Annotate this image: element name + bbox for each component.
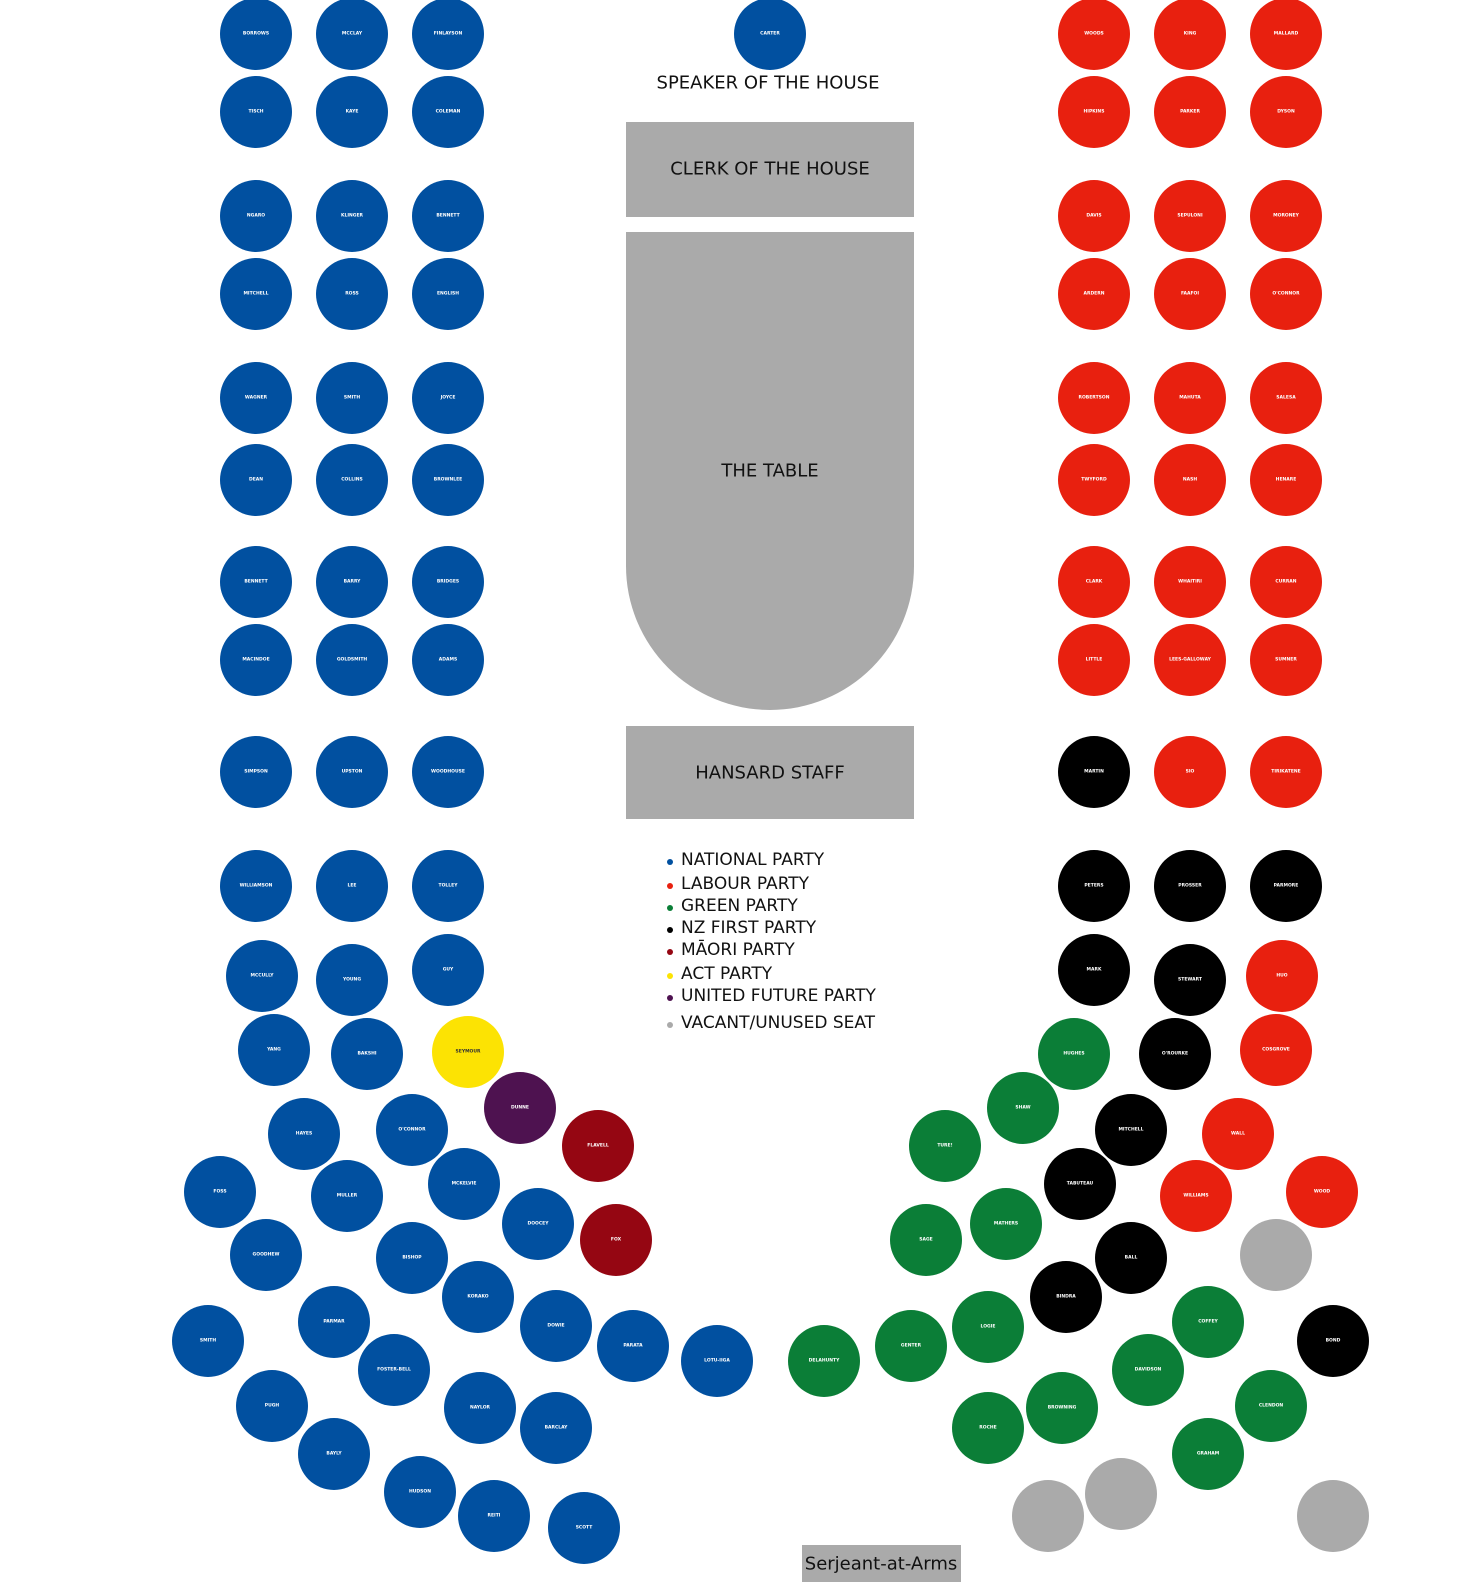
speaker-label: SPEAKER OF THE HOUSE <box>656 72 880 94</box>
seat-member-name: LITTLE <box>1085 657 1103 663</box>
seat-member-name: MARTIN <box>1084 769 1104 775</box>
seat-member-name: WOODHOUSE <box>431 769 465 775</box>
seat-member-name: WOOD <box>1313 1189 1331 1195</box>
seat-member-name: DAVIDSON <box>1134 1367 1162 1373</box>
seat-green <box>1026 1372 1098 1444</box>
seat-member-name: MCCULLY <box>250 973 274 979</box>
seat-green <box>1172 1418 1244 1490</box>
seat-national <box>331 1018 403 1090</box>
seat-national <box>428 1148 500 1220</box>
seat-member-name: HIPKINS <box>1083 109 1105 115</box>
seat-member-name: GUY <box>442 967 454 973</box>
seat-member-name: PARMORE <box>1273 883 1299 889</box>
seat-national <box>220 0 292 70</box>
seat-national <box>548 1492 620 1564</box>
seat-national <box>358 1334 430 1406</box>
party-legend <box>667 850 877 1033</box>
seat-member-name: BINDRA <box>1056 1294 1076 1300</box>
seat-member-name: CARTER <box>760 31 780 37</box>
seat-national <box>220 444 292 516</box>
seat-green <box>952 1392 1024 1464</box>
seat-member-name: ADAMS <box>438 657 458 663</box>
seat-national <box>316 258 388 330</box>
seat-member-name: PUGH <box>264 1403 280 1409</box>
seat-nzfirst <box>1058 850 1130 922</box>
seat-green <box>909 1110 981 1182</box>
speaker-area <box>657 73 880 94</box>
seat-member-name: MALLARD <box>1273 31 1299 37</box>
seat-member-name: FOSTER-BELL <box>377 1367 411 1373</box>
seat-labour <box>1058 624 1130 696</box>
seat-member-name: BROWNING <box>1047 1405 1077 1411</box>
seat-member-name: UPSTON <box>341 769 363 775</box>
seat-member-name: SIO <box>1185 769 1195 775</box>
seat-labour <box>1058 362 1130 434</box>
seat-member-name: MULLER <box>336 1193 358 1199</box>
seat-nzfirst <box>1058 934 1130 1006</box>
seat-member-name: DUNNE <box>511 1105 529 1111</box>
serjeant-label: Serjeant-at-Arms <box>804 1553 958 1575</box>
seat-vacant <box>1085 1458 1157 1530</box>
seat-national <box>502 1188 574 1260</box>
seat-member-name: O'ROURKE <box>1161 1051 1189 1057</box>
seat-member-name: SIMPSON <box>244 769 268 775</box>
seat-member-name: LOGIE <box>980 1324 996 1330</box>
seat-member-name: TWYFORD <box>1081 477 1107 483</box>
clerk-label: CLERK OF THE HOUSE <box>670 158 870 180</box>
seat-member-name: REITI <box>487 1513 501 1519</box>
seat-member-name: KORAKO <box>467 1294 489 1300</box>
seat-national <box>316 362 388 434</box>
seat-circle <box>1297 1480 1369 1552</box>
seat-member-name: GOLDSMITH <box>336 657 368 663</box>
seat-green <box>1235 1370 1307 1442</box>
legend-marker-nzfirst <box>667 927 673 933</box>
seat-circle <box>1085 1458 1157 1530</box>
seat-member-name: WHAITIRI <box>1178 579 1202 585</box>
seat-green <box>970 1188 1042 1260</box>
seat-nzfirst <box>1297 1305 1369 1377</box>
seat-member-name: NGARO <box>246 213 266 219</box>
seat-member-name: KAYE <box>345 109 359 115</box>
seat-member-name: SAGE <box>919 1237 933 1243</box>
seat-member-name: SCOTT <box>575 1525 593 1531</box>
seat-national <box>298 1418 370 1490</box>
seat-national <box>184 1156 256 1228</box>
seat-member-name: YOUNG <box>342 977 362 983</box>
seat-national <box>316 624 388 696</box>
seat-member-name: TIRIKATENE <box>1271 769 1301 775</box>
seat-member-name: MITCHELL <box>243 291 269 297</box>
seat-member-name: MAHUTA <box>1179 395 1201 401</box>
table-label: THE TABLE <box>721 460 819 482</box>
seat-national <box>220 362 292 434</box>
seat-green <box>1172 1286 1244 1358</box>
seat-nzfirst <box>1030 1261 1102 1333</box>
seat-member-name: KLINGER <box>340 213 364 219</box>
legend-marker-vacant <box>667 1022 673 1028</box>
seat-labour <box>1154 736 1226 808</box>
seat-member-name: HENARE <box>1275 477 1297 483</box>
seat-nzfirst <box>1250 850 1322 922</box>
seat-labour <box>1286 1156 1358 1228</box>
seat-member-name: TABUTEAU <box>1066 1181 1094 1187</box>
seat-member-name: ROCHE <box>979 1425 997 1431</box>
seat-member-name: PETERS <box>1084 883 1104 889</box>
seat-circle <box>1012 1480 1084 1552</box>
seat-member-name: FAAFOI <box>1180 291 1200 297</box>
seat-member-name: LEES-GALLOWAY <box>1169 657 1211 663</box>
seat-member-name: ROSS <box>345 291 359 297</box>
legend-marker-national <box>667 859 673 865</box>
seat-member-name: MARK <box>1086 967 1102 973</box>
seat-national <box>597 1310 669 1382</box>
seat-member-name: TOLLEY <box>438 883 458 889</box>
seat-nzfirst <box>1095 1222 1167 1294</box>
seat-national <box>316 850 388 922</box>
seat-green <box>875 1310 947 1382</box>
seat-member-name: MACINDOE <box>242 657 270 663</box>
seat-member-name: GOODHEW <box>252 1252 280 1258</box>
seat-member-name: TURE! <box>937 1143 953 1149</box>
seat-member-name: NAYLOR <box>469 1405 491 1411</box>
seat-member-name: TISCH <box>248 109 264 115</box>
seat-national <box>238 1014 310 1086</box>
seat-member-name: YANG <box>267 1047 281 1053</box>
seat-national <box>220 850 292 922</box>
seat-member-name: CLENDON <box>1258 1403 1284 1409</box>
seat-national <box>412 76 484 148</box>
legend-label-nzfirst: NZ FIRST PARTY <box>681 918 817 938</box>
seat-national <box>268 1098 340 1170</box>
seat-member-name: ENGLISH <box>436 291 460 297</box>
seat-national <box>376 1094 448 1166</box>
seat-national <box>220 624 292 696</box>
seat-member-name: O'CONNOR <box>1272 291 1300 297</box>
seat-national <box>220 736 292 808</box>
seat-national <box>412 934 484 1006</box>
seat-member-name: ROBERTSON <box>1078 395 1110 401</box>
seat-member-name: DOOCEY <box>527 1221 549 1227</box>
seat-member-name: ARDERN <box>1083 291 1105 297</box>
seat-member-name: CURRAN <box>1275 579 1297 585</box>
seat-green <box>890 1204 962 1276</box>
seat-member-name: COLEMAN <box>435 109 461 115</box>
seat-member-name: DOWIE <box>547 1323 565 1329</box>
legend-label-maori: MĀORI PARTY <box>681 940 795 960</box>
seat-national <box>230 1219 302 1291</box>
seat-circle <box>1240 1219 1312 1291</box>
seat-member-name: WALL <box>1231 1131 1245 1137</box>
seat-labour <box>1058 258 1130 330</box>
seat-national <box>220 76 292 148</box>
seat-labour <box>1154 76 1226 148</box>
seat-member-name: SALESA <box>1276 395 1296 401</box>
seat-labour <box>1154 624 1226 696</box>
seat-member-name: DYSON <box>1277 109 1295 115</box>
seat-member-name: HUDSON <box>409 1489 431 1495</box>
legend-label-green: GREEN PARTY <box>681 896 798 916</box>
legend-label-national: NATIONAL PARTY <box>681 850 825 870</box>
seat-national <box>236 1370 308 1442</box>
seat-national <box>412 180 484 252</box>
seat-member-name: MATHERS <box>993 1221 1019 1227</box>
seat-national <box>412 736 484 808</box>
seat-national <box>316 736 388 808</box>
seat-maori <box>562 1110 634 1182</box>
seat-member-name: MORONEY <box>1273 213 1299 219</box>
seat-member-name: BAKSHI <box>357 1051 377 1057</box>
seat-national <box>226 940 298 1012</box>
seat-nzfirst <box>1154 944 1226 1016</box>
seat-member-name: JOYCE <box>440 395 456 401</box>
seat-vacant <box>1012 1480 1084 1552</box>
seat-labour <box>1246 940 1318 1012</box>
seat-labour <box>1154 546 1226 618</box>
hansard-label: HANSARD STAFF <box>695 762 845 784</box>
seat-labour <box>1154 0 1226 70</box>
seat-national <box>220 546 292 618</box>
seat-nzfirst <box>1044 1148 1116 1220</box>
seat-member-name: WILLIAMS <box>1183 1193 1209 1199</box>
seat-labour <box>1154 258 1226 330</box>
seat-labour <box>1250 180 1322 252</box>
seat-member-name: COSGROVE <box>1262 1047 1290 1053</box>
seat-member-name: BORROWS <box>242 31 270 37</box>
seat-member-name: BALL <box>1124 1255 1138 1261</box>
seat-nzfirst <box>1095 1094 1167 1166</box>
seat-nzfirst <box>1154 850 1226 922</box>
seat-member-name: DEAN <box>248 477 264 483</box>
seat-member-name: MCKELVIE <box>451 1181 477 1187</box>
seat-member-name: PARATA <box>623 1343 643 1349</box>
seat-member-name: LOTU-IIGA <box>704 1358 730 1364</box>
seat-labour <box>1250 444 1322 516</box>
seat-national <box>412 362 484 434</box>
seat-green <box>788 1325 860 1397</box>
seat-member-name: FINLAYSON <box>433 31 463 37</box>
seat-labour <box>1154 180 1226 252</box>
seat-green <box>1038 1018 1110 1090</box>
seat-national <box>220 258 292 330</box>
seat-national <box>412 444 484 516</box>
seat-member-name: BENNETT <box>244 579 268 585</box>
seat-labour <box>1058 546 1130 618</box>
legend-label-vacant: VACANT/UNUSED SEAT <box>681 1013 876 1033</box>
seat-vacant <box>1240 1219 1312 1291</box>
seat-vacant <box>1297 1480 1369 1552</box>
seat-unitedfuture <box>484 1072 556 1144</box>
seat-national <box>412 258 484 330</box>
legend-marker-green <box>667 905 673 911</box>
seat-member-name: SMITH <box>199 1338 217 1344</box>
seat-national <box>311 1160 383 1232</box>
seat-national <box>376 1222 448 1294</box>
seat-member-name: O'CONNOR <box>398 1127 426 1133</box>
seat-labour <box>1154 362 1226 434</box>
legend-label-unitedfuture: UNITED FUTURE PARTY <box>681 986 876 1006</box>
seat-member-name: WAGNER <box>244 395 268 401</box>
seat-nzfirst <box>1139 1018 1211 1090</box>
seat-national <box>316 180 388 252</box>
seat-member-name: SEYMOUR <box>455 1049 481 1055</box>
seat-national <box>734 0 806 70</box>
seat-member-name: DELAHUNTY <box>808 1358 840 1364</box>
seat-national <box>520 1392 592 1464</box>
seat-labour <box>1250 624 1322 696</box>
seat-national <box>316 444 388 516</box>
seat-member-name: STEWART <box>1178 977 1202 983</box>
seat-labour <box>1154 444 1226 516</box>
seat-labour <box>1250 258 1322 330</box>
seat-national <box>316 76 388 148</box>
seat-member-name: HUO <box>1276 973 1288 979</box>
seat-member-name: WILLIAMSON <box>239 883 273 889</box>
seat-labour <box>1250 546 1322 618</box>
seat-member-name: MITCHELL <box>1118 1127 1144 1133</box>
seat-member-name: BROWNLEE <box>433 477 463 483</box>
seat-national <box>316 944 388 1016</box>
seat-national <box>412 624 484 696</box>
seat-member-name: LEE <box>347 883 357 889</box>
seat-member-name: MCCLAY <box>341 31 363 37</box>
legend-marker-act <box>667 973 673 979</box>
seat-member-name: GRAHAM <box>1196 1451 1220 1457</box>
seat-national <box>444 1372 516 1444</box>
seat-national <box>412 546 484 618</box>
seat-member-name: BARRY <box>343 579 361 585</box>
seat-member-name: PARMAR <box>323 1319 345 1325</box>
seat-labour <box>1058 180 1130 252</box>
seat-labour <box>1250 362 1322 434</box>
seat-maori <box>580 1204 652 1276</box>
seat-member-name: BARCLAY <box>544 1425 568 1431</box>
seat-member-name: FOSS <box>213 1189 227 1195</box>
legend-marker-unitedfuture <box>667 995 673 1001</box>
seat-labour <box>1250 0 1322 70</box>
seat-green <box>987 1072 1059 1144</box>
seat-member-name: GENTER <box>900 1343 922 1349</box>
legend-marker-labour <box>667 883 673 889</box>
seat-member-name: SMITH <box>343 395 361 401</box>
seat-national <box>412 850 484 922</box>
seat-member-name: BRIDGES <box>436 579 460 585</box>
seat-national <box>298 1286 370 1358</box>
seat-member-name: BOND <box>1325 1338 1341 1344</box>
seat-labour <box>1202 1098 1274 1170</box>
seat-member-name: DAVIS <box>1086 213 1102 219</box>
seat-national <box>442 1261 514 1333</box>
seat-member-name: SHAW <box>1015 1105 1031 1111</box>
seat-member-name: PARKER <box>1180 109 1200 115</box>
seat-member-name: FLAVELL <box>587 1143 609 1149</box>
seat-member-name: KING <box>1183 31 1197 37</box>
seat-labour <box>1250 76 1322 148</box>
seat-member-name: BENNETT <box>436 213 460 219</box>
seat-member-name: SEPULONI <box>1177 213 1203 219</box>
seat-national <box>681 1325 753 1397</box>
seat-nzfirst <box>1058 736 1130 808</box>
seat-member-name: BISHOP <box>402 1255 422 1261</box>
legend-label-labour: LABOUR PARTY <box>681 874 810 894</box>
seat-national <box>316 546 388 618</box>
seat-member-name: NASH <box>1182 477 1198 483</box>
seat-member-name: FOX <box>610 1237 622 1243</box>
seat-national <box>520 1290 592 1362</box>
seat-labour <box>1240 1014 1312 1086</box>
seat-national <box>172 1305 244 1377</box>
seat-member-name: HAYES <box>295 1131 313 1137</box>
seat-green <box>1112 1334 1184 1406</box>
seat-green <box>952 1291 1024 1363</box>
seat-act <box>432 1016 504 1088</box>
seat-national <box>220 180 292 252</box>
seat-labour <box>1160 1160 1232 1232</box>
seat-member-name: PROSSER <box>1178 883 1202 889</box>
seat-national <box>458 1480 530 1552</box>
seat-national <box>412 0 484 70</box>
seat-member-name: COLLINS <box>341 477 363 483</box>
seat-member-name: CLARK <box>1085 579 1103 585</box>
seat-member-name: COFFEY <box>1198 1319 1218 1325</box>
seat-member-name: HUGHES <box>1063 1051 1085 1057</box>
seat-national <box>384 1456 456 1528</box>
seat-member-name: WOODS <box>1084 31 1104 37</box>
legend-marker-maori <box>667 949 673 955</box>
seat-labour <box>1058 0 1130 70</box>
seat-national <box>316 0 388 70</box>
seat-labour <box>1058 76 1130 148</box>
seat-labour <box>1250 736 1322 808</box>
seat-member-name: BAYLY <box>326 1451 342 1457</box>
legend-label-act: ACT PARTY <box>681 964 773 984</box>
seat-member-name: SUMNER <box>1275 657 1297 663</box>
seat-labour <box>1058 444 1130 516</box>
